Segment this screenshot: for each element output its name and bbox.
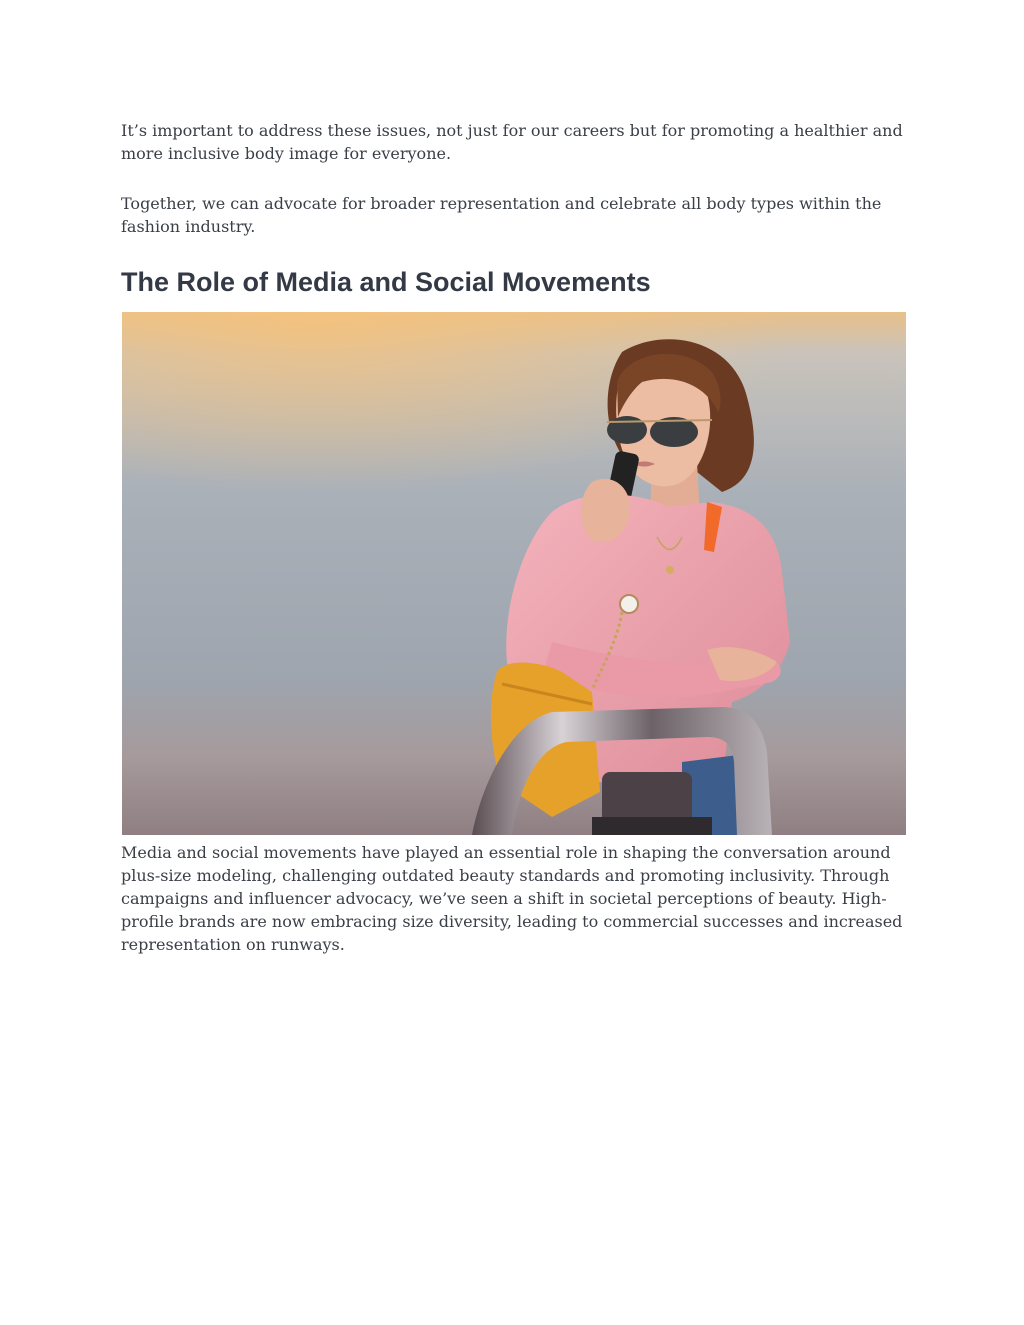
section-heading: The Role of Media and Social Movements [121,267,651,297]
paragraph-media-movements: Media and social movements have played an essential role in shaping the conversation around plus-size modeling, challenging outdated beauty standards and promoting inclusivity. Through campaigns and influencer advocacy, we’ve seen a shift in societal perceptions of beauty. High-profile brands are now embracing size diversity, leading to commercial successes and increased representation on runways. [121,843,903,954]
paragraph-representation: Together, we can advocate for broader representation and celebrate all body types within the fashion industry. [121,194,882,236]
photo-illustration [122,312,906,835]
woman-on-phone-photo [122,312,906,835]
paragraph-body-image: It’s important to address these issues, not just for our careers but for promoting a healthier and more inclusive body image for everyone. [121,121,903,163]
